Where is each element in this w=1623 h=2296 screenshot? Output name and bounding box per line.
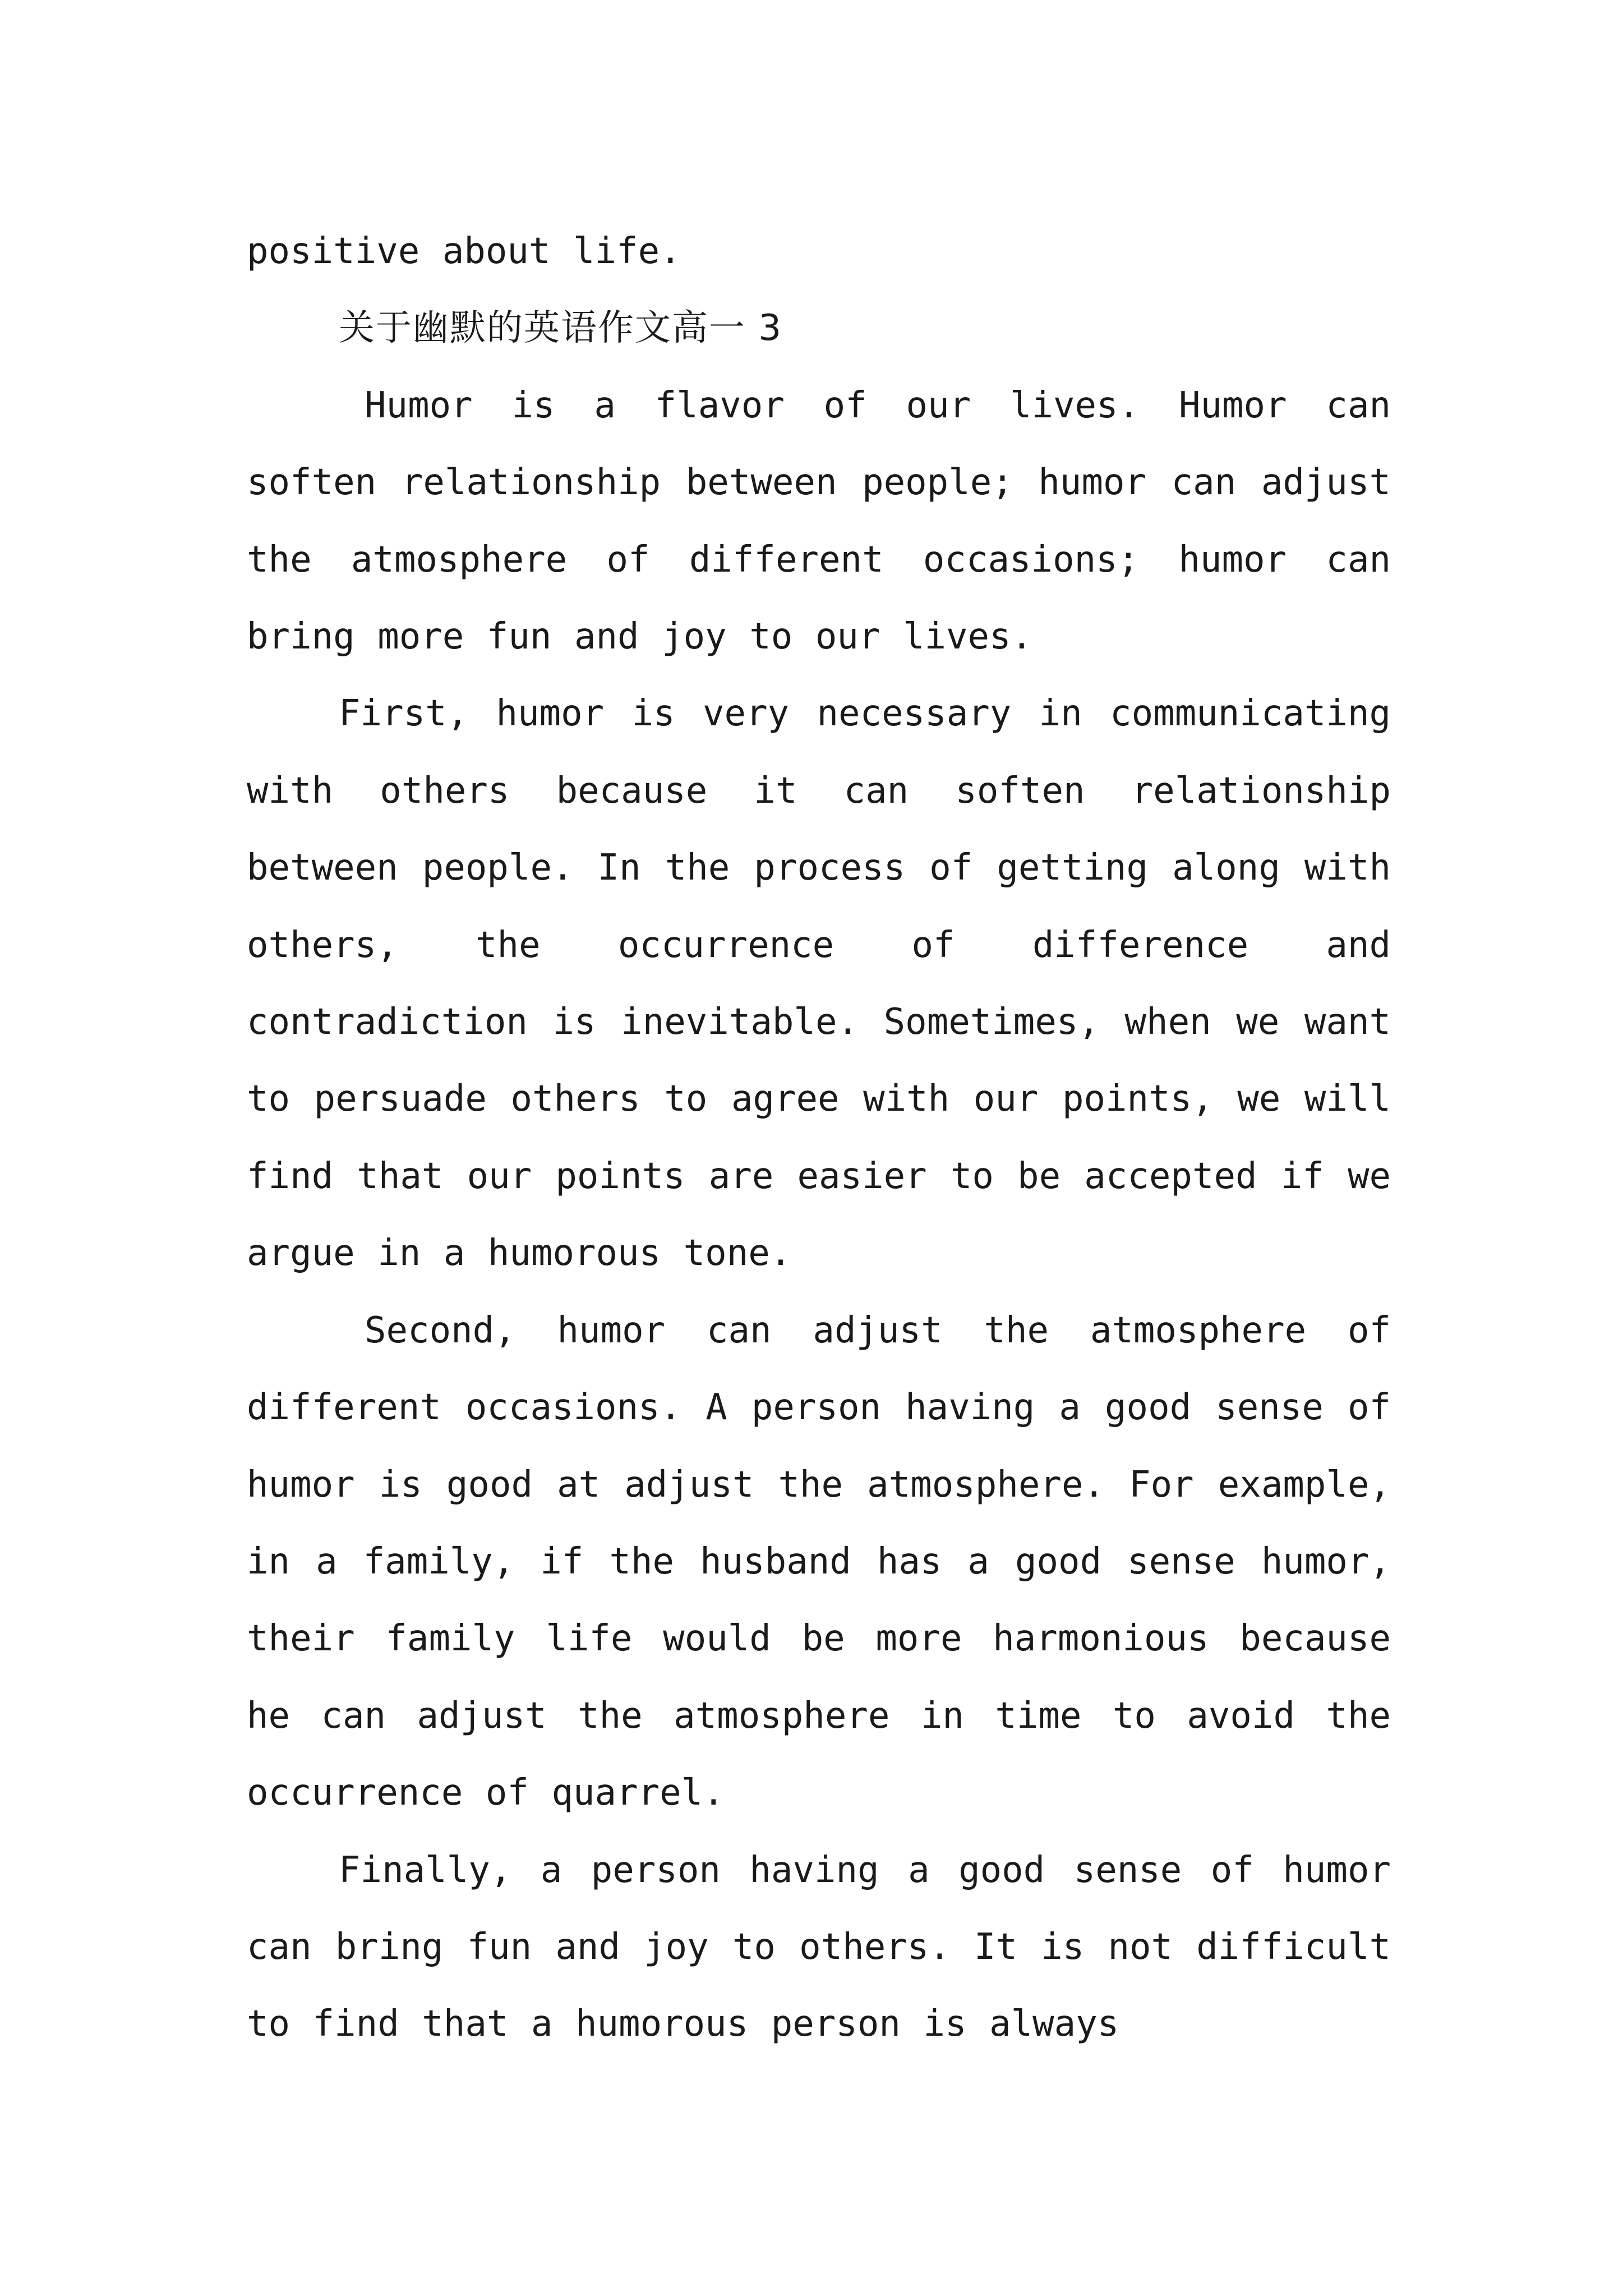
paragraph-first: First, humor is very necessary in communicating with others because it can soften relationship between people. In the process of getting along with others, the occurrence of difference and contradiction is inevitable. Sometimes, when we want to persuade others to agree with our points, we will find that our points are easier to be accepted if we argue in a humorous tone. [247,693,1391,1274]
paragraph-finally: Finally, a person having a good sense of humor can bring fun and joy to others. It is not difficult to find that a humorous person is always [247,1849,1391,2045]
paragraph-continuation: positive about life. [247,231,681,272]
document-body [247,213,1391,2063]
paragraph-second: Second, humor can adjust the atmosphere of different occasions. A person having a good sense of humor is good at adjust the atmosphere. For example, in a family, if the husband has a good sense humor, their family life would be more harmonious because he can adjust the atmosphere in time to avoid the occurrence of quarrel. [247,1309,1391,1814]
section-heading: 关于幽默的英语作文高一 3 [339,307,783,349]
paragraph-intro: Humor is a flavor of our lives. Humor can soften relationship between people; humor can adjust the atmosphere of different occasions; humor can bring more fun and joy to our lives. [247,384,1391,658]
